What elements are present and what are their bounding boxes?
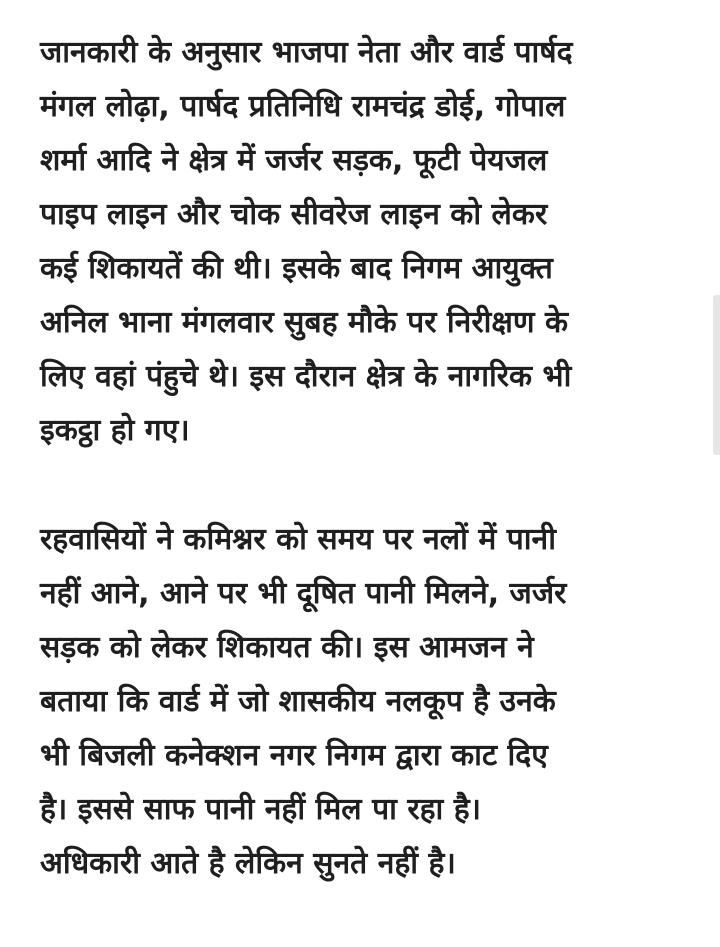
paragraph-1 [40,26,680,458]
text-line: मंगल लोढ़ा, पार्षद प्रतिनिधि रामचंद्र डोई, गोपाल [40,89,566,124]
text-line: अधिकारी आते है लेकिन सुनते नहीं है। [40,846,456,881]
text-line: रहवासियों ने कमिश्नर को समय पर नलों में पानी [40,522,556,557]
text-line: लिए वहां पंहुचे थे। इस दौरान क्षेत्र के नागरिक भी [40,359,572,394]
paragraph-2 [40,513,680,891]
text-line: सड़क को लेकर शिकायत की। इस आमजन ने [40,630,534,665]
text-line: इकट्ठा हो गए। [40,413,190,448]
scrollbar-thumb[interactable] [713,295,720,455]
text-line: पाइप लाइन और चोक सीवरेज लाइन को लेकर [40,197,548,232]
text-line: जानकारी के अनुसार भाजपा नेता और वार्ड पार्षद [40,35,573,70]
text-line: है। इससे साफ पानी नहीं मिल पा रहा है। [40,792,482,827]
article-body [40,26,680,891]
text-line: कई शिकायतें की थी। इसके बाद निगम आयुक्त [40,251,553,286]
text-line: भी बिजली कनेक्शन नगर निगम द्वारा काट दिए [40,738,548,773]
text-line: अनिल भाना मंगलवार सुबह मौके पर निरीक्षण के [40,305,569,340]
text-line: शर्मा आदि ने क्षेत्र में जर्जर सड़क, फूटी पेयजल [40,143,548,178]
text-line: नहीं आने, आने पर भी दूषित पानी मिलने, जर्जर [40,576,567,611]
paragraph-spacer [40,458,680,513]
text-line: बताया कि वार्ड में जो शासकीय नलकूप है उनके [40,684,556,719]
